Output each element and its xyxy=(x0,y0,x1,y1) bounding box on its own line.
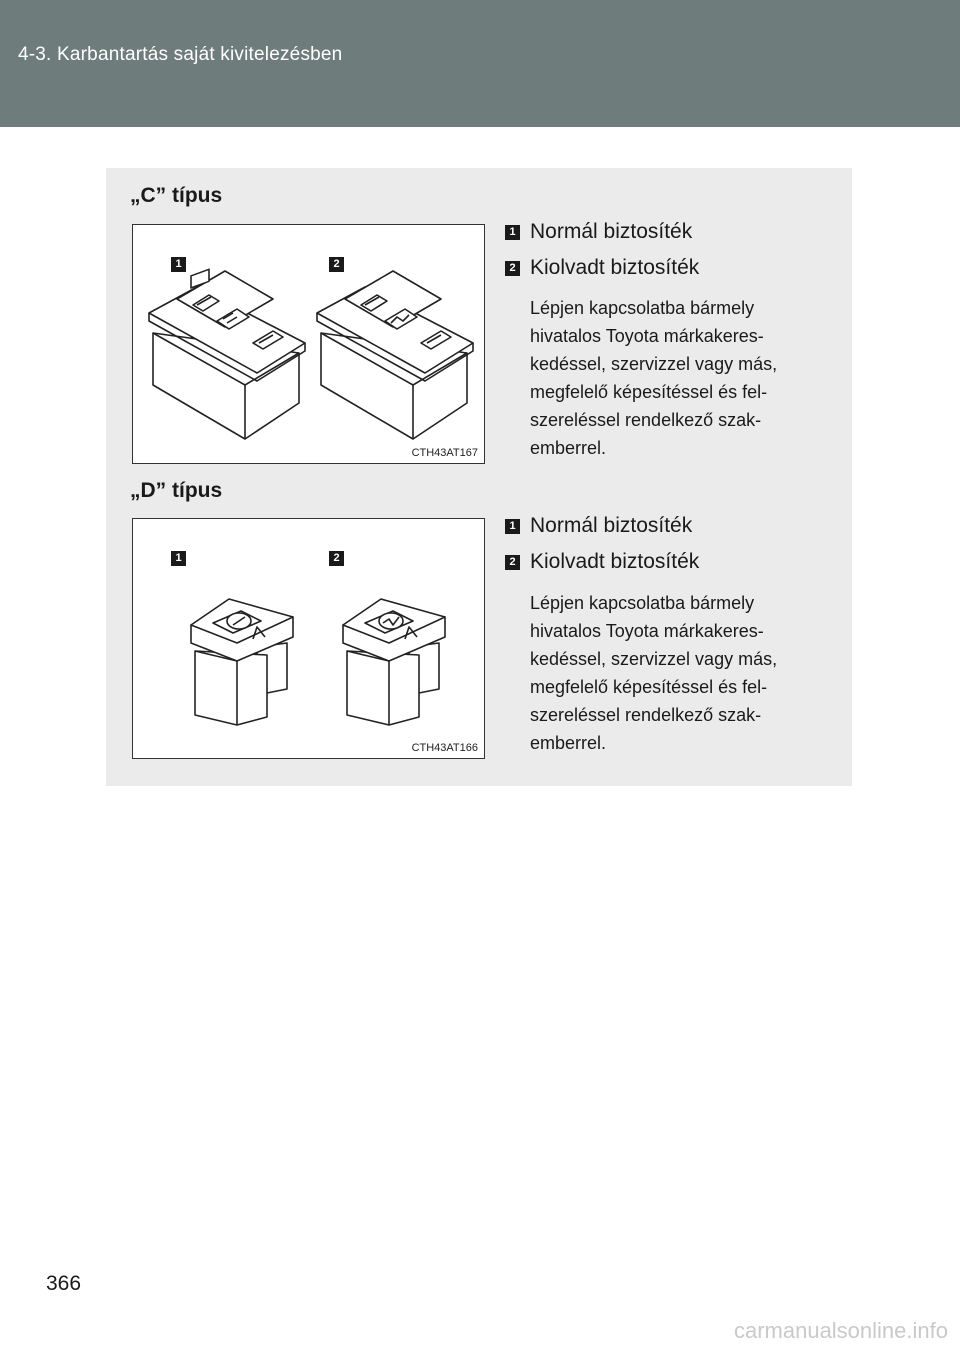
service-note: Lépjen kapcsolatba bármely hivatalos Toyota márkakeres- kedéssel, szervizzel vagy más, megfelelő képesítéssel és fel- szereléssel rendelkező szak- emberrel. xyxy=(530,298,778,458)
figure-type-c xyxy=(132,224,485,464)
legend-item-blown-fuse xyxy=(505,550,699,574)
figure-badge-1: 1 xyxy=(171,551,186,566)
section-title-d: „D” típus xyxy=(130,479,223,502)
figure-badge-2: 2 xyxy=(329,257,344,272)
legend-item-normal-fuse xyxy=(505,220,692,244)
number-badge: 1 xyxy=(505,519,520,534)
number-badge: 1 xyxy=(505,225,520,240)
figure-type-d xyxy=(132,518,485,759)
section-title-c: „C” típus xyxy=(130,184,223,207)
page-header xyxy=(0,0,960,127)
figure-code: CTH43AT166 xyxy=(411,742,478,754)
figure-badge-2: 2 xyxy=(329,551,344,566)
legend-label: Normál biztosíték xyxy=(530,220,693,243)
header-title: 4-3. Karbantartás saját kivitelezésben xyxy=(18,44,343,65)
legend-item-blown-fuse xyxy=(505,256,699,280)
service-note: Lépjen kapcsolatba bármely hivatalos Toyota márkakeres- kedéssel, szervizzel vagy más, megfelelő képesítéssel és fel- szereléssel rendelkező szak- emberrel. xyxy=(530,593,778,753)
figure-badge-1: 1 xyxy=(171,257,186,272)
legend-label: Kiolvadt biztosíték xyxy=(530,550,700,573)
number-badge: 2 xyxy=(505,261,520,276)
page-number: 366 xyxy=(46,1272,82,1295)
legend-item-normal-fuse xyxy=(505,514,692,538)
figure-code: CTH43AT167 xyxy=(411,447,478,459)
number-badge: 2 xyxy=(505,555,520,570)
legend-label: Normál biztosíték xyxy=(530,514,693,537)
watermark: carmanualsonline.info xyxy=(733,1318,948,1343)
legend-label: Kiolvadt biztosíték xyxy=(530,256,700,279)
